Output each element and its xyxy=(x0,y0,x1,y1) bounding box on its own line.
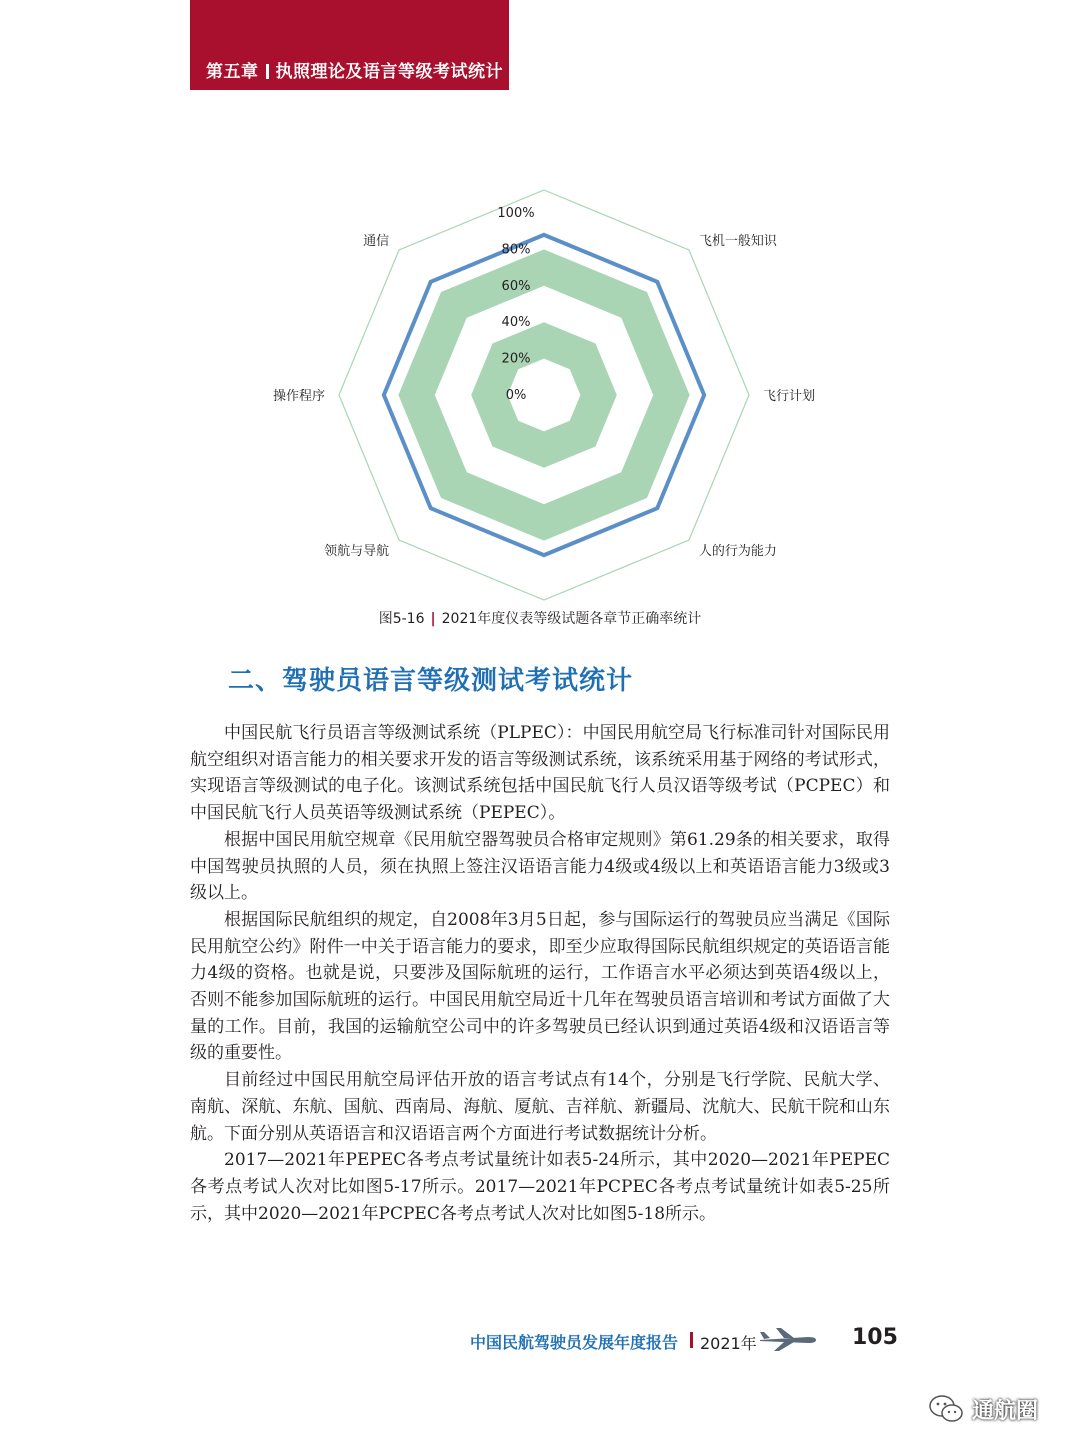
figure-number: 图5-16 xyxy=(378,611,425,627)
radar-axis-label: 飞机一般知识 xyxy=(698,234,777,250)
radar-tick-label: 60% xyxy=(501,278,531,294)
paragraph: 2017—2021年PEPEC各考点考试量统计如表5-24所示，其中2020—2021年PEPEC各考点考试人次对比如图5-17所示。2017—2021年PCPEC各考点考试量统计如表5-25所示，其中2020—2021年PCPEC各考点考试人次对比如图5-18所示。 xyxy=(190,1150,890,1224)
radar-axis-label: 操作程序 xyxy=(272,389,325,404)
body-text xyxy=(190,720,890,1227)
chapter-header xyxy=(190,0,509,90)
watermark xyxy=(928,1392,1038,1426)
figure-caption xyxy=(0,608,1080,628)
radar-tick-label: 20% xyxy=(501,351,531,367)
paragraph: 根据中国民用航空规章《民用航空器驾驶员合格审定规则》第61.29条的相关要求，取得中国驾驶员执照的人员，须在执照上签注汉语语言能力4级或4级以上和英语语言能力3级或3级以上。 xyxy=(190,829,890,904)
footer-divider xyxy=(690,1332,693,1348)
radar-band-0 xyxy=(471,322,617,468)
caption-divider: | xyxy=(430,611,436,627)
radar-axis-label: 领航与导航 xyxy=(324,543,390,559)
radar-tick-label: 100% xyxy=(497,206,535,221)
watermark-text: 通航圈 xyxy=(972,1398,1039,1424)
airplane-icon xyxy=(758,1326,818,1352)
radar-axis-label: 人的行为能力 xyxy=(698,543,777,559)
paragraph: 目前经过中国民用航空局评估开放的语言考试点有14个，分别是飞行学院、民航大学、南航、深航、东航、国航、西南局、海航、厦航、吉祥航、新疆局、沈航大、民航干院和山东航。下面分别从英语语言和汉语语言两个方面进行考试数据统计分析。 xyxy=(190,1070,890,1144)
radar-tick-label: 40% xyxy=(501,315,531,331)
figure-title: 2021年度仪表等级试题各章节正确率统计 xyxy=(441,611,702,627)
page-number: 105 xyxy=(852,1325,898,1350)
radar-axis-label: 飞行计划 xyxy=(763,389,816,404)
radar-axis-label: 通信 xyxy=(363,234,390,250)
paragraph: 中国民航飞行员语言等级测试系统（PLPEC）：中国民用航空局飞行标准司针对国际民用航空组织对语言能力的相关要求开发的语言等级测试系统，该系统采用基于网络的考试形式，实现语言等级测试的电子化。该测试系统包括中国民航飞行人员汉语等级考试（PCPEC）和中国民航飞行人员英语等级测试系统（PEPEC）。 xyxy=(190,723,890,824)
footer-report-title: 中国民航驾驶员发展年度报告 xyxy=(470,1333,679,1352)
paragraph: 根据国际民航组织的规定，自2008年3月5日起，参与国际运行的驾驶员应当满足《国际民用航空公约》附件一中关于语言能力的要求，即至少应取得国际民航组织规定的英语语言能力4级的资格。也就是说，只要涉及国际航班的运行，工作语言水平必须达到英语4级以上，否则不能参加国际航班的运行。中国民用航空局近十几年在驾驶员语言培训和考试方面做了大量的工作。目前，我国的运输航空公司中的许多驾驶员已经认识到通过英语4级和汉语语言等级的重要性。 xyxy=(190,909,890,1064)
radar-chart xyxy=(0,180,1080,610)
section-heading: 二、驾驶员语言等级测试考试统计 xyxy=(228,666,634,696)
chapter-number: 第五章 xyxy=(206,62,259,82)
chapter-name: 执照理论及语言等级考试统计 xyxy=(275,62,503,82)
chapter-title xyxy=(206,57,503,82)
header-divider xyxy=(266,64,269,79)
radar-band-1 xyxy=(398,249,689,540)
footer-year: 2021年 xyxy=(700,1334,757,1353)
radar-tick-label: 0% xyxy=(505,388,527,403)
radar-axis-label xyxy=(518,180,570,181)
radar-tick-label: 80% xyxy=(501,242,531,258)
wechat-icon xyxy=(928,1394,964,1424)
